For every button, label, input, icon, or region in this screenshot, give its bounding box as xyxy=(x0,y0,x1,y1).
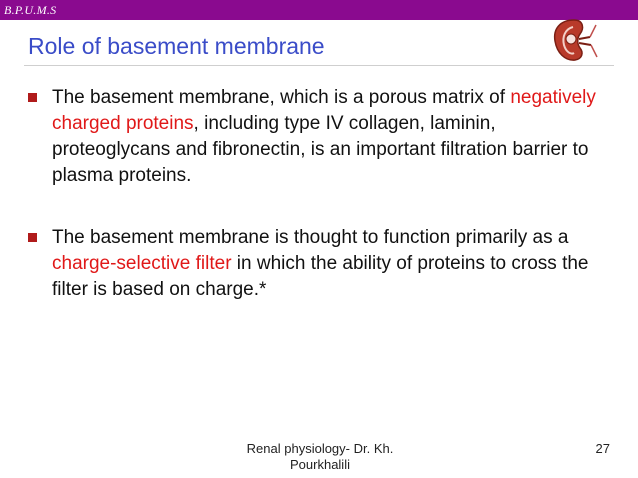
highlighted-term: negatively charged proteins xyxy=(52,87,596,134)
slide-title: Role of basement membrane xyxy=(28,33,325,59)
title-divider xyxy=(24,65,614,66)
bullet-text xyxy=(52,225,604,303)
highlighted-term: charge-selective filter xyxy=(52,253,232,274)
bullet-text-after: in which the ability of proteins to cross the filter is based on charge.* xyxy=(52,253,589,300)
footer-credit: Renal physiology- Dr. Kh. Pourkhalili xyxy=(246,441,394,472)
bullet-text-before: The basement membrane, which is a porous matrix of xyxy=(52,87,511,108)
bullet-text-after: , including type IV collagen, laminin, proteoglycans and fibronectin, is an important filtration barrier to plasma proteins. xyxy=(52,113,589,186)
header-bar xyxy=(0,0,638,20)
page-number: 27 xyxy=(595,441,610,456)
bullet-text xyxy=(52,85,604,189)
kidney-icon xyxy=(546,17,602,65)
bullet-item xyxy=(24,85,604,189)
bullet-marker-icon xyxy=(28,93,37,102)
bullet-marker-icon xyxy=(28,233,37,242)
bullet-item xyxy=(24,225,604,303)
bullet-text-before: The basement membrane is thought to function primarily as a xyxy=(52,227,569,248)
org-label: B.P.U.M.S xyxy=(4,3,57,17)
